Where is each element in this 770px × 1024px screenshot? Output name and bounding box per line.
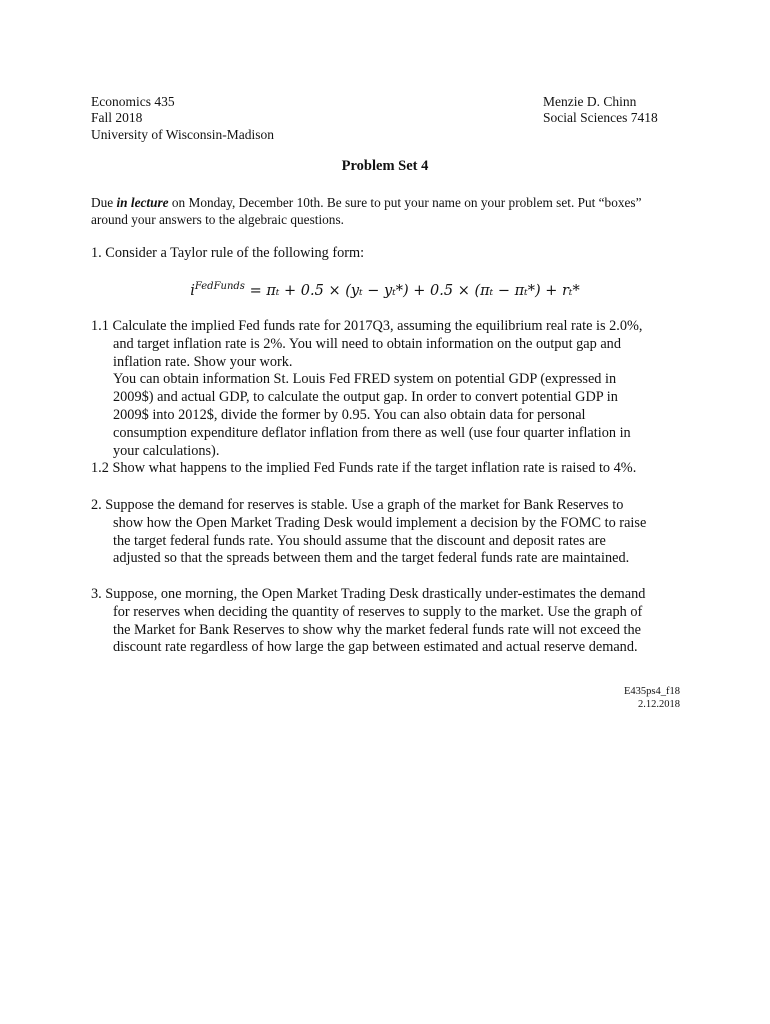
document-code: E435ps4_f18 xyxy=(624,686,680,697)
page-title: Problem Set 4 xyxy=(341,158,429,174)
header-right xyxy=(543,94,658,127)
q11-line: You can obtain information St. Louis Fed FRED system on potential GDP (expressed in xyxy=(113,371,617,388)
q2-line: 2. Suppose the demand for reserves is stable. Use a graph of the market for Bank Reserves to xyxy=(91,497,624,513)
q11-line: inflation rate. Show your work. xyxy=(113,353,293,370)
due-line1-rest: on Monday, December 10th. Be sure to put your name on your problem set. Put “boxes” xyxy=(168,195,642,210)
term: Fall 2018 xyxy=(91,110,143,126)
due-emphasis: in lecture xyxy=(116,195,169,210)
due-prefix: Due xyxy=(91,195,117,210)
q2-line: the target federal funds rate. You should assume that the discount and deposit rates are xyxy=(113,532,606,549)
university: University of Wisconsin-Madison xyxy=(91,126,274,142)
q12-line: 1.2 Show what happens to the implied Fed Funds rate if the target inflation rate is raised to 4%. xyxy=(91,460,637,476)
question-1-1 xyxy=(91,318,681,460)
q11-line: your calculations). xyxy=(113,442,220,459)
course-name: Economics 435 xyxy=(91,94,175,109)
q11-line: 2009$ into 2012$, divide the former by 0.95. You can also obtain data for personal xyxy=(113,406,586,423)
question-3 xyxy=(91,586,681,657)
formula-lhs-base: i xyxy=(190,283,195,299)
q3-line: discount rate regardless of how large the gap between estimated and actual reserve demand. xyxy=(113,639,638,656)
formula-lhs-sup: FedFunds xyxy=(194,281,245,292)
instructor-name: Menzie D. Chinn xyxy=(543,94,637,109)
due-paragraph xyxy=(91,195,681,228)
q2-line: show how the Open Market Trading Desk would implement a decision by the FOMC to raise xyxy=(113,514,647,531)
q11-line: and target inflation rate is 2%. You will need to obtain information on the output gap and xyxy=(113,335,621,352)
q11-line: 2009$) and actual GDP, to calculate the output gap. In order to convert potential GDP in xyxy=(113,389,618,406)
q2-line: adjusted so that the spreads between them and the target federal funds rate are maintained. xyxy=(113,550,630,567)
q11-line: consumption expenditure deflator inflation from there as well (use four quarter inflation in xyxy=(113,424,631,441)
due-line2: around your answers to the algebraic questions. xyxy=(91,211,344,227)
footer xyxy=(624,686,680,711)
q11-line: 1.1 Calculate the implied Fed funds rate for 2017Q3, assuming the equilibrium real rate is 2.0%, xyxy=(91,318,643,334)
question-1-intro: 1. Consider a Taylor rule of the following form: xyxy=(91,245,365,261)
formula-rhs: = πₜ + 0.5 × (yₜ − yₜ*) + 0.5 × (πₜ − πₜ*) + rₜ* xyxy=(249,283,580,299)
office: Social Sciences 7418 xyxy=(543,110,658,126)
q3-line: the Market for Bank Reserves to show why the market federal funds rate will not exceed the xyxy=(113,621,642,638)
header-left xyxy=(91,94,274,143)
q3-line: for reserves when deciding the quantity of reserves to supply to the market. Use the graph of xyxy=(113,603,643,620)
q3-line: 3. Suppose, one morning, the Open Market Trading Desk drastically under-estimates the demand xyxy=(91,586,646,602)
document-date: 2.12.2018 xyxy=(638,698,680,710)
question-1-2 xyxy=(91,460,681,478)
question-2 xyxy=(91,497,681,568)
taylor-rule-formula xyxy=(0,281,770,299)
